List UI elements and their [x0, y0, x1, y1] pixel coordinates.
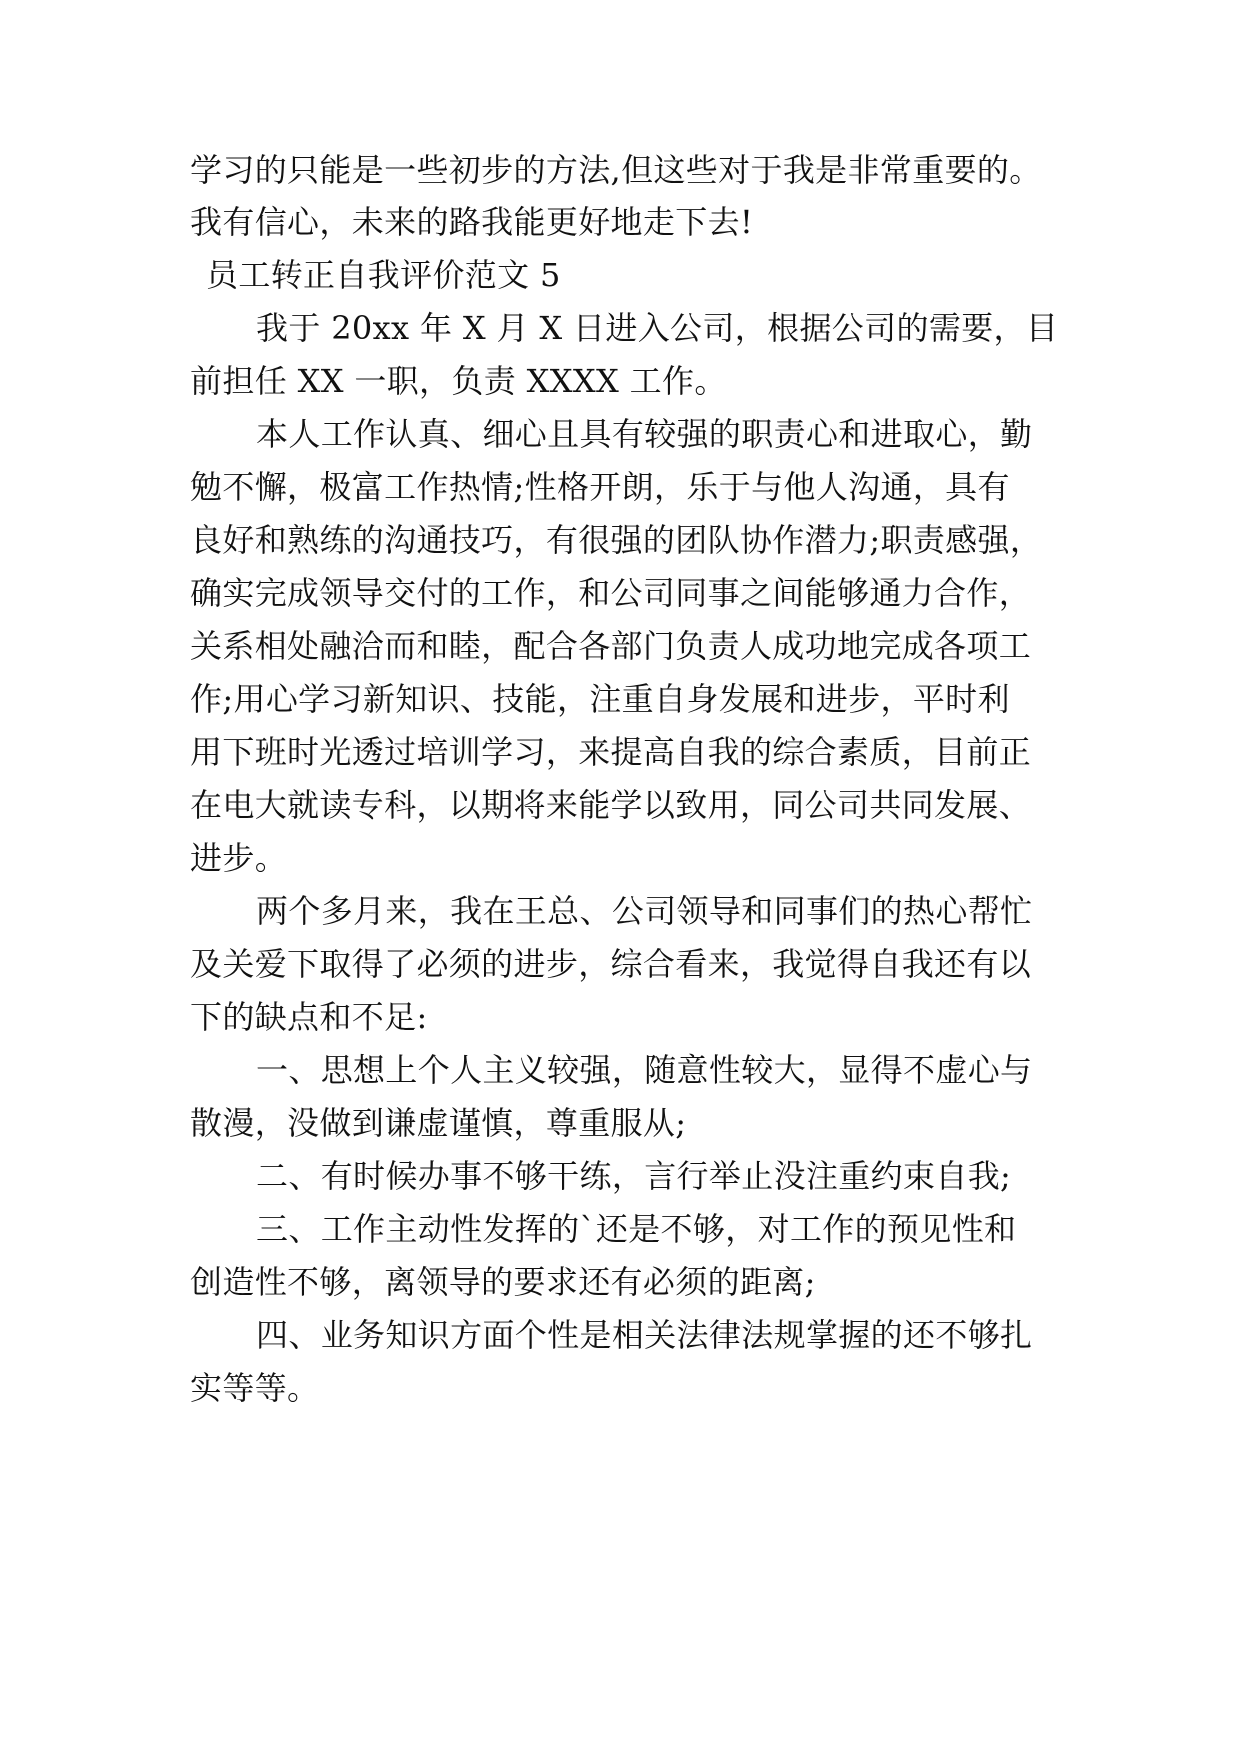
paragraph-start: 一、思想上个人主义较强，随意性较大，显得不虚心与 — [256, 1051, 1033, 1089]
text-line: 在电大就读专科，以期将来能学以致用，同公司共同发展、 — [190, 786, 1032, 824]
paragraph-start: 本人工作认真、细心且具有较强的职责心和进取心，勤 — [256, 415, 1033, 453]
text-line: 确实完成领导交付的工作，和公司同事之间能够通力合作， — [190, 574, 1032, 612]
paragraph-start: 两个多月来，我在王总、公司领导和同事们的热心帮忙 — [256, 892, 1033, 930]
text-line: 学习的只能是一些初步的方法,但这些对于我是非常重要的。 — [190, 151, 1042, 189]
text-line: 勉不懈，极富工作热情;性格开朗，乐于与他人沟通，具有 — [190, 468, 1010, 506]
paragraph-start: 四、业务知识方面个性是相关法律法规掌握的还不够扎 — [256, 1316, 1033, 1354]
section-title: 员工转正自我评价范文 5 — [206, 256, 561, 294]
text-line: 及关爱下取得了必须的进步，综合看来，我觉得自我还有以 — [190, 945, 1032, 983]
text-line: 散漫，没做到谦虚谨慎，尊重服从; — [190, 1104, 687, 1142]
text-line: 下的缺点和不足: — [190, 998, 428, 1036]
text-line: 关系相处融洽而和睦，配合各部门负责人成功地完成各项工 — [190, 627, 1032, 665]
text-line: 创造性不够，离领导的要求还有必须的距离; — [190, 1263, 816, 1301]
text-line: 我有信心，未来的路我能更好地走下去! — [190, 203, 754, 241]
paragraph-start: 我于 20xx 年 X 月 X 日进入公司，根据公司的需要，目 — [256, 309, 1059, 347]
text-line: 良好和熟练的沟通技巧，有很强的团队协作潜力;职责感强， — [190, 521, 1043, 559]
text-line: 前担任 XX 一职，负责 XXXX 工作。 — [190, 362, 727, 400]
text-line: 作;用心学习新知识、技能，注重自身发展和进步，平时利 — [190, 680, 1010, 718]
paragraph-start: 二、有时候办事不够干练，言行举止没注重约束自我; — [256, 1157, 1012, 1195]
text-line: 用下班时光透过培训学习，来提高自我的综合素质，目前正 — [190, 733, 1032, 771]
text-line: 实等等。 — [190, 1369, 320, 1407]
paragraph-start: 三、工作主动性发挥的`还是不够，对工作的预见性和 — [256, 1210, 1017, 1248]
text-line: 进步。 — [190, 839, 288, 877]
